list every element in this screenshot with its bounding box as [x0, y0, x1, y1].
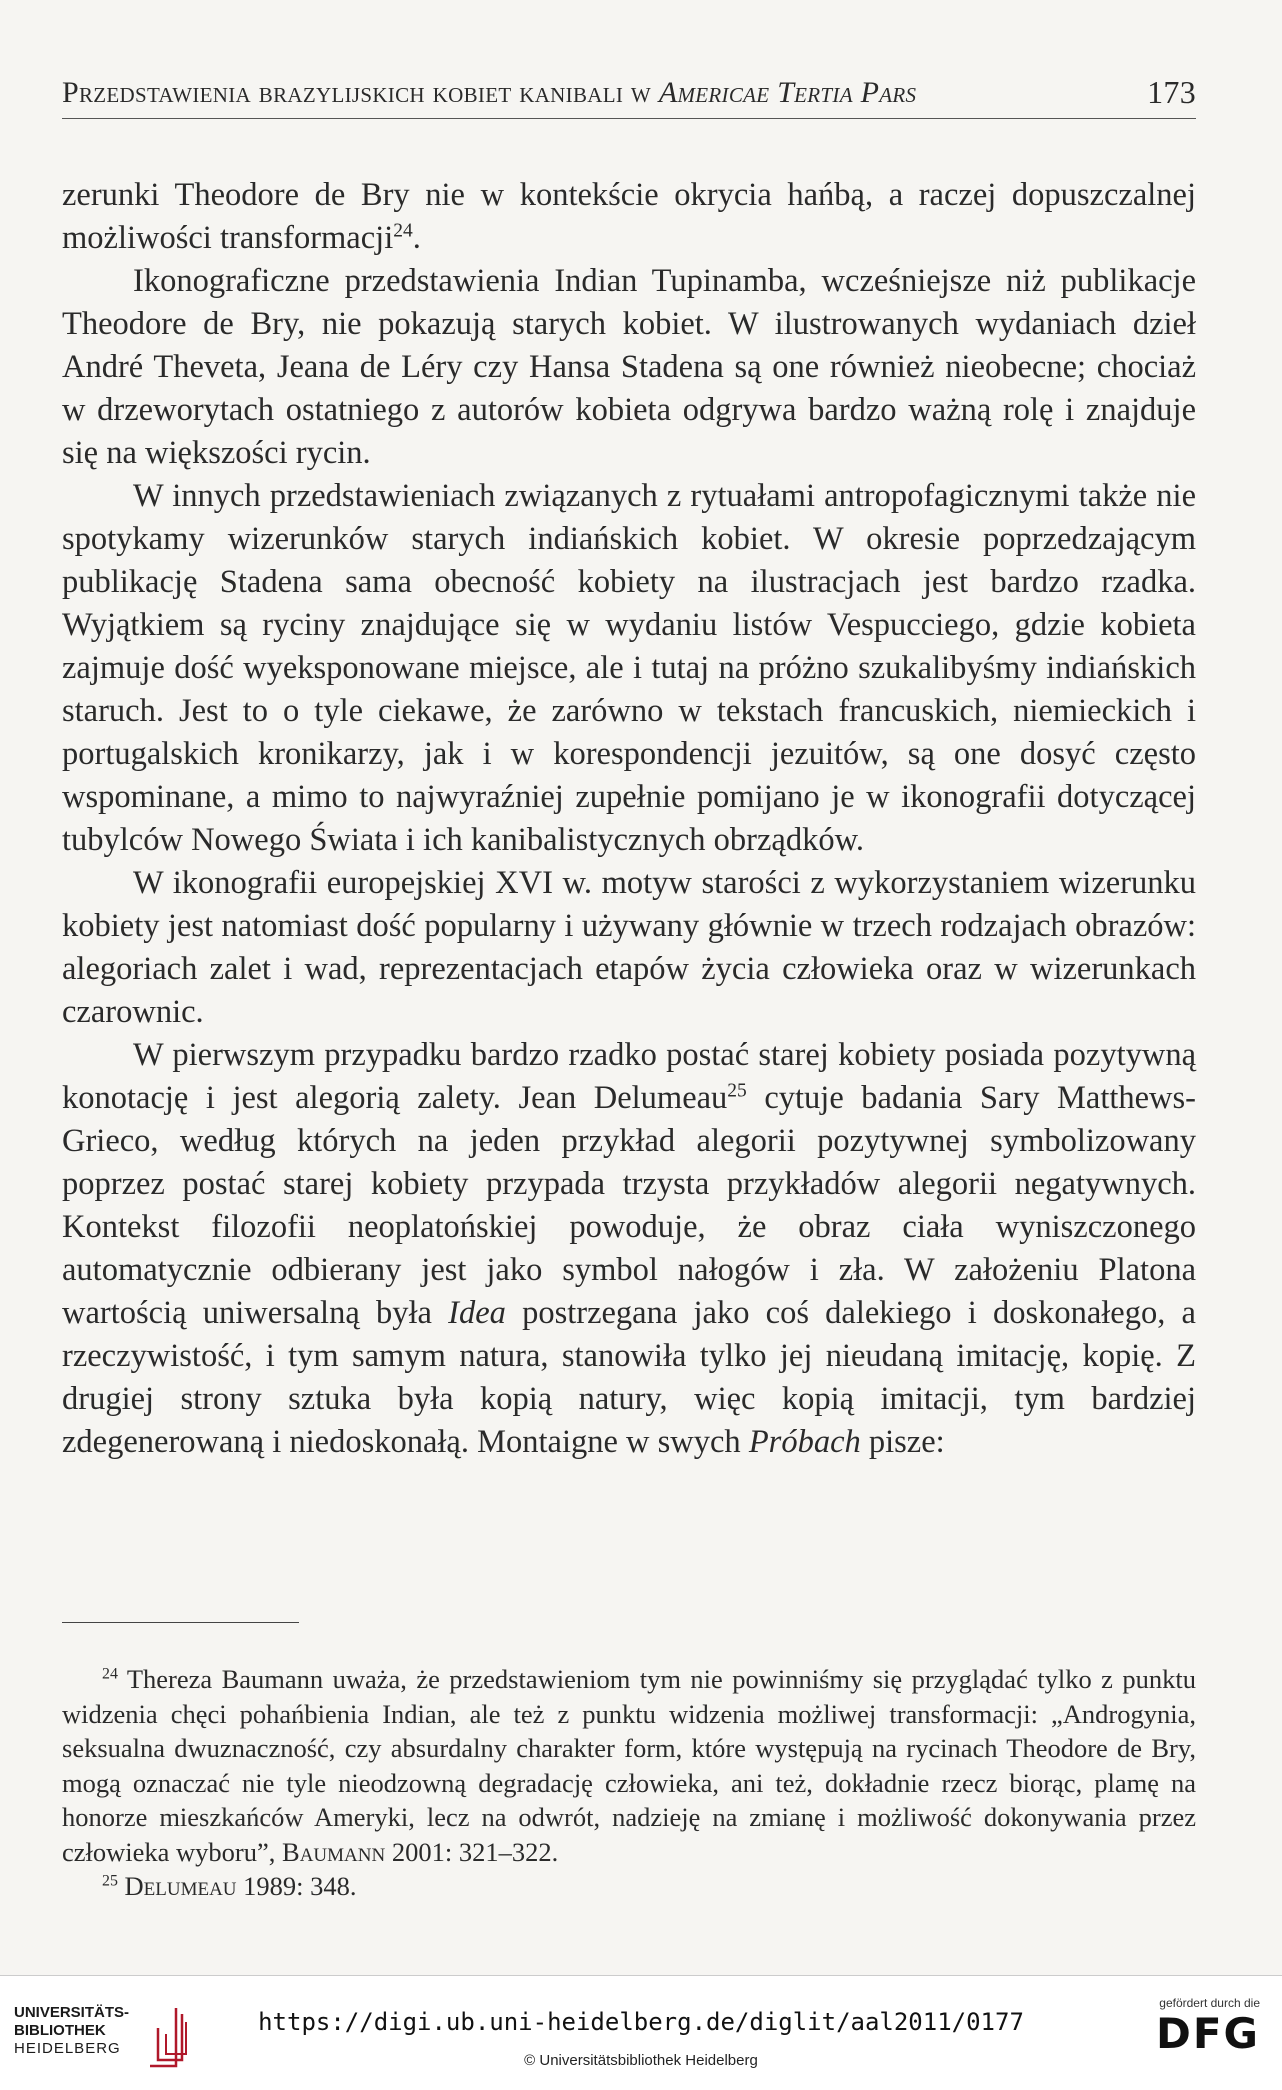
permalink-url[interactable]: https://digi.ub.uni-heidelberg.de/diglit/aal2011/0177	[258, 2008, 1024, 2036]
paragraph-text: zerunki Theodore de Bry nie w kontekście okrycia hańbą, a raczej dopuszczalnej możliwości transformacji	[62, 177, 1196, 256]
footnote-text: Thereza Baumann uważa, że przedstawieniom tym nie powinniśmy się przyglądać tylko z punktu widzenia chęci pohańbienia Indian, ale też z punktu widzenia możliwej transformacji: „Androgynia, seksualna dwuznaczność, czy absurdalny charakter form, które występują na rycinach Theodore de Bry, mogą oznaczać nie tyle nieodzowną degradację człowieka, ani też, dokładnie rzecz biorąc, plamę na honorze mieszkańców Ameryki, lecz na odwrót, nadzieję na zmianę i możliwość dokonywania przez człowieka wyboru”,	[62, 1664, 1196, 1867]
running-head-text: Przedstawienia brazylijskich kobiet kanibali w	[62, 76, 659, 109]
footnote-24	[62, 1662, 1196, 1869]
library-name: UNIVERSITÄTS- BIBLIOTHEK HEIDELBERG	[14, 2004, 130, 2057]
funder-caption: gefördert durch die	[1159, 1996, 1260, 2010]
footnote-ref-24[interactable]: 24	[393, 220, 413, 242]
viewer-footer	[0, 1975, 1282, 2090]
paragraph-1	[62, 174, 1196, 260]
citation-author: Delumeau	[124, 1871, 237, 1901]
footnote-number: 24	[102, 1665, 118, 1683]
running-head-title: Americae Tertia Pars	[658, 76, 917, 109]
paragraph-4: W ikonografii europejskiej XVI w. motyw starości z wykorzystaniem wizerunku kobiety jest natomiast dość popularny i używany głównie w trzech rodzajach obrazów: alegoriach zalet i wad, reprezentacjach etapów życia człowieka oraz w wizerunkach czarownic.	[62, 865, 1196, 1030]
citation-author: Baumann	[282, 1836, 386, 1867]
book-title-probach: Próbach	[748, 1424, 861, 1460]
page-number: 173	[1147, 74, 1196, 110]
main-text	[62, 174, 1196, 1464]
dfg-wordmark: DFG	[1155, 2009, 1260, 2058]
paragraph-2: Ikonograficzne przedstawienia Indian Tupinamba, wcześniejsze niż publikacje Theodore de Bry, nie pokazują starych kobiet. W ilustrowanych wydaniach dzieł André Theveta, Jeana de Léry czy Hansa Stadena są one również nieobecne; chociaż w drzeworytach ostatniego z autorów kobieta odgrywa bardzo ważną rolę i znajduje się na większości rycin.	[62, 263, 1196, 471]
dfg-logo[interactable]	[1130, 1996, 1260, 2076]
running-head	[62, 76, 916, 110]
footnotes	[62, 1662, 1196, 1904]
paragraph-5	[62, 1034, 1196, 1464]
paragraph-3: W innych przedstawieniach związanych z rytuałami antropofagicznymi także nie spotykamy wizerunków starych indiańskich kobiet. W okresie poprzedzającym publikację Stadena sama obecność kobiety na ilustracjach jest bardzo rzadka. Wyjątkiem są ryciny znajdujące się w wydaniu listów Vespucciego, gdzie kobieta zajmuje dość wyeksponowane miejsce, ale i tutaj na próżno szukalibyśmy indiańskich staruch. Jest to o tyle ciekawe, że zarówno w tekstach francuskich, niemieckich i portugalskich kronikarzy, jak i w korespondencji jezuitów, są one dosyć często wspominane, a mimo to najwyraźniej zupełnie pomijano je w ikonografii dotyczącej tubylców Nowego Świata i ich kanibalistycznych obrządków.	[62, 478, 1196, 858]
paragraph-text: postrzegana jako coś dalekiego i doskonałego, a rzeczywistość, i tym samym natura, stanowiła tylko jej nieudaną imitację, kopię. Z drugiej strony sztuka była kopią natury, więc kopią imitacji, tym bardziej zdegenerowaną i niedoskonałą. Montaigne w swych	[62, 1295, 1196, 1460]
paragraph-text: pisze:	[860, 1424, 945, 1460]
footnote-divider	[62, 1622, 299, 1623]
paragraph-text: W pierwszym przypadku bardzo rzadko postać starej kobiety posiada pozytywną konotację i jest alegorią zalety. Jean Delumeau	[62, 1037, 1196, 1116]
footnote-number: 25	[102, 1872, 118, 1890]
footnote-25	[62, 1869, 1196, 1904]
citation-year: 1989: 348.	[236, 1871, 357, 1901]
page-header	[62, 72, 1196, 119]
copyright-notice: © Universitätsbibliothek Heidelberg	[524, 2052, 758, 2069]
paragraph-text: cytuje badania Sary Matthews-Grieco, według których na jeden przykład alegorii pozytywnej symbolizowany poprzez postać starej kobiety przypada trzysta przykładów alegorii negatywnych. Kontekst filozofii neoplatońskiej powoduje, że obraz ciała wyniszczonego automatycznie odbierany jest jako symbol nałogów i zła. W założeniu Platona wartością uniwersalną była	[62, 1080, 1196, 1331]
footnote-ref-25[interactable]: 25	[727, 1080, 747, 1102]
paragraph-text: .	[412, 220, 421, 256]
emphasis-idea: Idea	[448, 1295, 506, 1331]
citation-year: 2001: 321–322.	[385, 1836, 559, 1867]
